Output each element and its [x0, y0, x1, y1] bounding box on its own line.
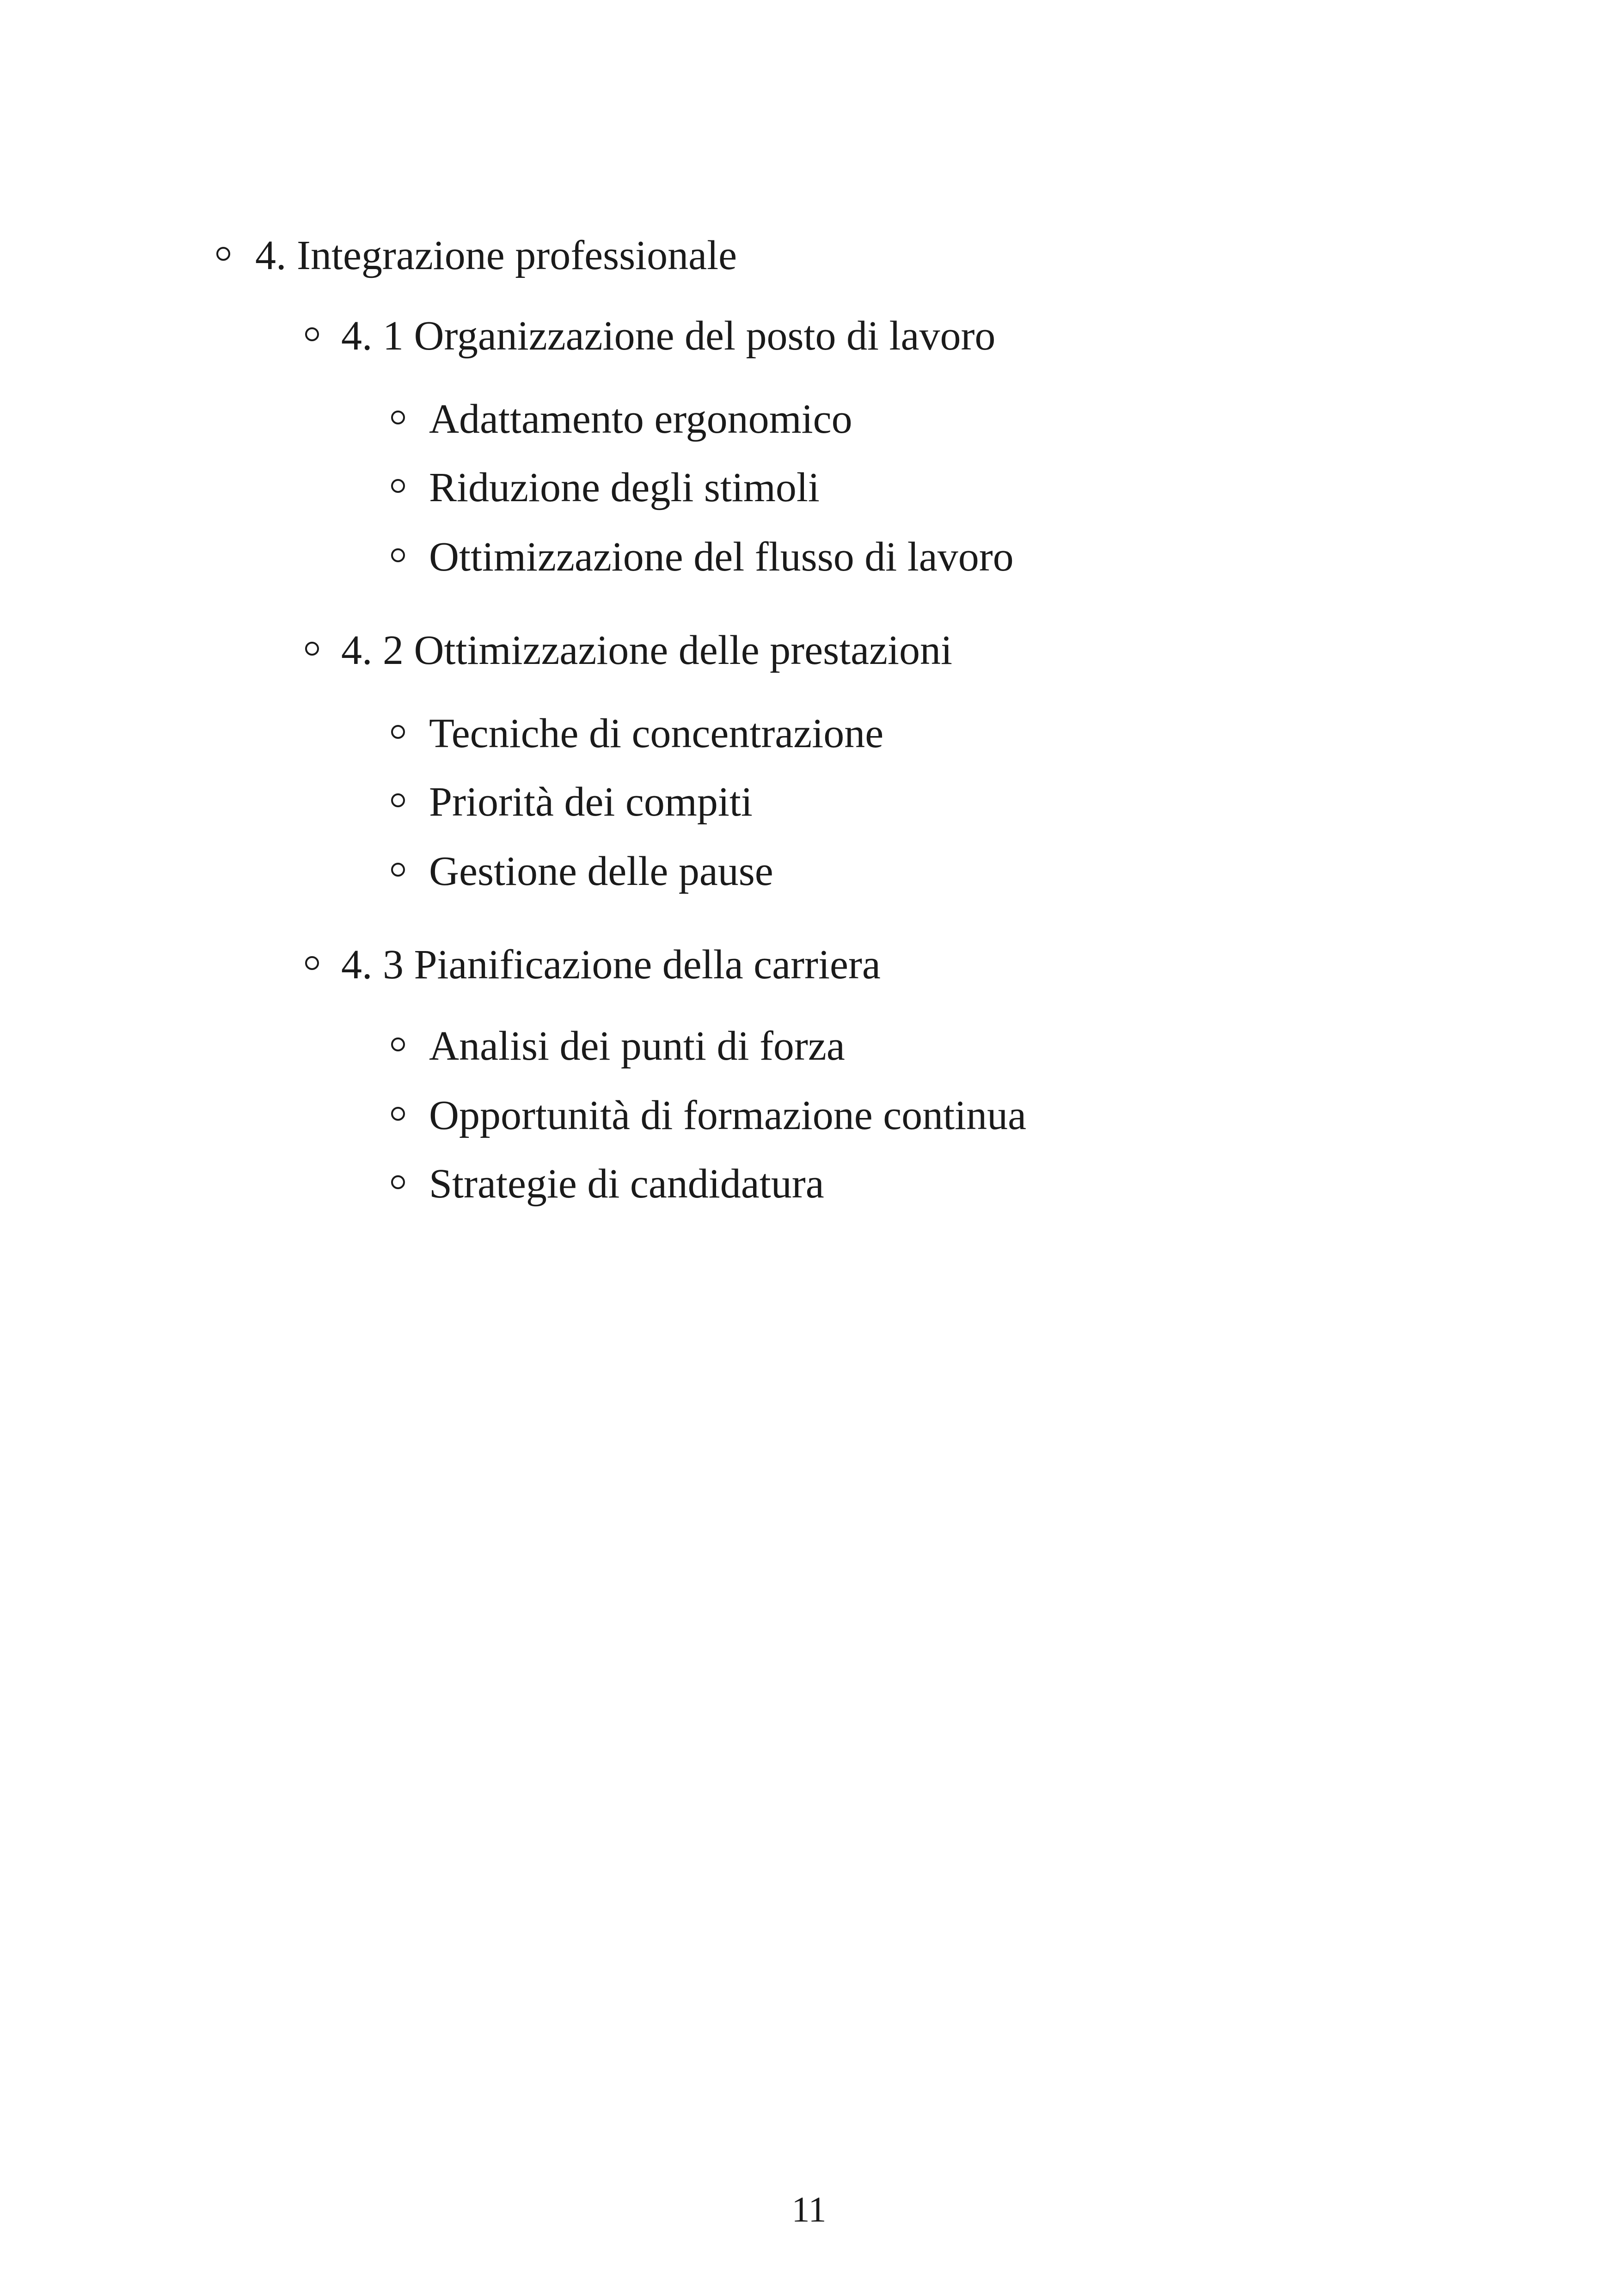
- bullet-icon: [391, 1107, 405, 1121]
- bullet-icon: [305, 327, 319, 341]
- page-number: 11: [791, 2189, 827, 2229]
- subsection-title: 4. 2 Ottimizzazione delle prestazioni: [341, 627, 953, 673]
- bullet-icon: [391, 863, 405, 877]
- bullet-icon: [391, 548, 405, 562]
- subsection-title: 4. 3 Pianificazione della carriera: [341, 942, 881, 988]
- list-item: Adattamento ergonomico: [429, 396, 852, 442]
- bullet-icon: [391, 725, 405, 739]
- bullet-icon: [391, 479, 405, 493]
- list-item: Ottimizzazione del flusso di lavoro: [429, 534, 1014, 580]
- bullet-icon: [216, 247, 230, 261]
- bullet-icon: [391, 793, 405, 807]
- bullet-icon: [305, 642, 319, 656]
- bullet-icon: [391, 1037, 405, 1051]
- list-item: Riduzione degli stimoli: [429, 465, 820, 510]
- section-title: 4. Integrazione professionale: [255, 233, 737, 278]
- list-item: Gestione delle pause: [429, 848, 773, 894]
- bullet-icon: [391, 1175, 405, 1189]
- list-item: Strategie di candidatura: [429, 1161, 824, 1207]
- list-item: Analisi dei punti di forza: [429, 1023, 845, 1069]
- list-item: Tecniche di concentrazione: [429, 711, 884, 756]
- list-item: Opportunità di formazione continua: [429, 1093, 1027, 1138]
- subsection-title: 4. 1 Organizzazione del posto di lavoro: [341, 313, 996, 359]
- bullet-icon: [305, 956, 319, 970]
- bullet-icon: [391, 411, 405, 424]
- list-item: Priorità dei compiti: [429, 779, 753, 825]
